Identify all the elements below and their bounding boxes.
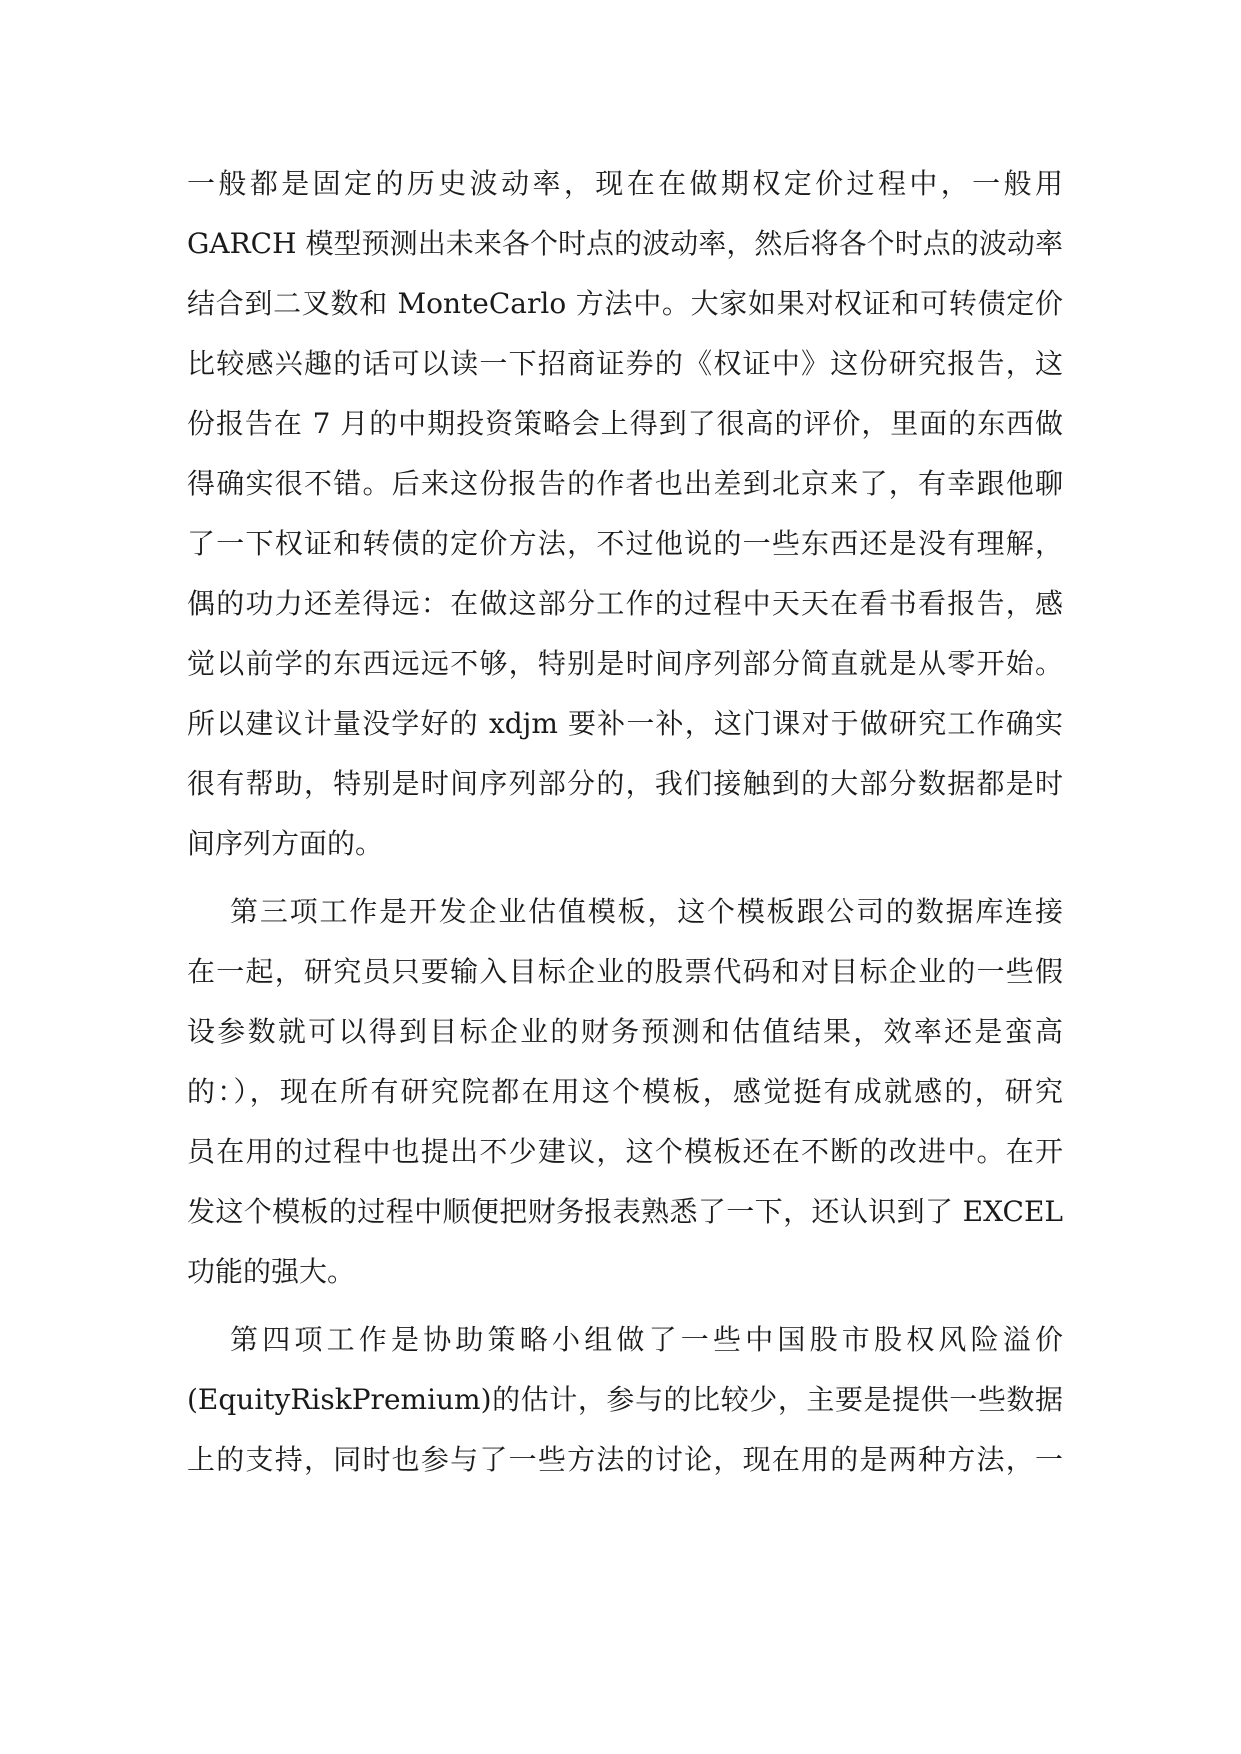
text-line: 结合到二叉数和 MonteCarlo 方法中。大家如果对权证和可转债定价 — [187, 287, 1063, 320]
text-line: 了一下权证和转债的定价方法，不过他说的一些东西还是没有理解， — [187, 527, 1063, 560]
text-line: 偶的功力还差得远：在做这部分工作的过程中天天在看书看报告，感 — [187, 587, 1063, 620]
text-line: 一般都是固定的历史波动率，现在在做期权定价过程中，一般用 — [187, 167, 1063, 200]
text-line: 发这个模板的过程中顺便把财务报表熟悉了一下，还认识到了 EXCEL — [187, 1195, 1063, 1228]
paragraph-2 — [187, 882, 1063, 1302]
text-line: 份报告在 7 月的中期投资策略会上得到了很高的评价，里面的东西做 — [187, 407, 1063, 440]
text-line: 间序列方面的。 — [187, 827, 384, 860]
text-line: 在一起，研究员只要输入目标企业的股票代码和对目标企业的一些假 — [187, 955, 1063, 988]
text-line: 很有帮助，特别是时间序列部分的，我们接触到的大部分数据都是时 — [187, 767, 1063, 800]
document-body — [187, 154, 1063, 1490]
text-line: 员在用的过程中也提出不少建议，这个模板还在不断的改进中。在开 — [187, 1135, 1063, 1168]
text-line: 觉以前学的东西远远不够，特别是时间序列部分简直就是从零开始。 — [187, 647, 1063, 680]
text-line: 所以建议计量没学好的 xdjm 要补一补，这门课对于做研究工作确实 — [187, 707, 1063, 740]
paragraph-gap — [187, 1302, 1063, 1310]
text-line: 设参数就可以得到目标企业的财务预测和估值结果，效率还是蛮高 — [187, 1015, 1063, 1048]
text-line: 第三项工作是开发企业估值模板，这个模板跟公司的数据库连接 — [230, 895, 1063, 928]
text-line: 的：），现在所有研究院都在用这个模板，感觉挺有成就感的，研究 — [187, 1075, 1063, 1108]
text-line: 第四项工作是协助策略小组做了一些中国股市股权风险溢价 — [230, 1323, 1063, 1356]
text-line: 上的支持，同时也参与了一些方法的讨论，现在用的是两种方法，一 — [187, 1443, 1063, 1476]
text-line: 功能的强大。 — [187, 1255, 356, 1288]
text-line: GARCH 模型预测出未来各个时点的波动率，然后将各个时点的波动率 — [187, 227, 1063, 260]
text-line: (EquityRiskPremium)的估计，参与的比较少，主要是提供一些数据 — [187, 1383, 1063, 1416]
paragraph-gap — [187, 874, 1063, 882]
paragraph-3 — [187, 1310, 1063, 1490]
text-line: 得确实很不错。后来这份报告的作者也出差到北京来了，有幸跟他聊 — [187, 467, 1063, 500]
paragraph-1 — [187, 154, 1063, 874]
text-line: 比较感兴趣的话可以读一下招商证券的《权证中》这份研究报告，这 — [187, 347, 1063, 380]
